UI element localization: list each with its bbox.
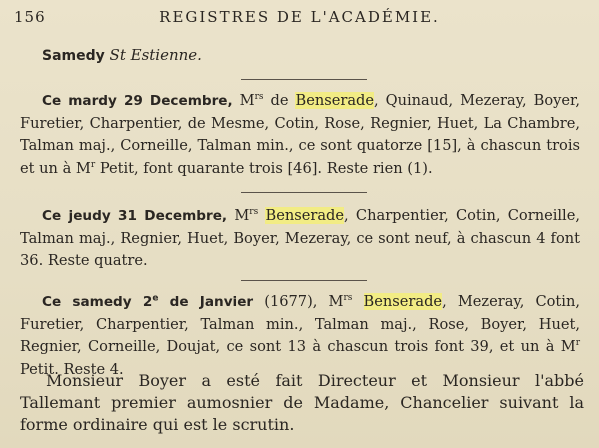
separator-rule [241,192,367,193]
separator-rule [241,280,367,281]
entry-paragraph-3: Ce samedy 2e de Janvier (1677), $M^{rs}$ Benserade, Mezeray, Cotin, Furetier, Charpentier, Talman min., Talman maj., Rose, Boyer, Huet, Regnier, Corneille, Doujat, ce sont 13 à chascun trois font 39, et un à $M^r$ Petit. Reste 4. [20,293,580,378]
entry-date: Ce jeudy 31 Decembre, [42,208,228,224]
entry-paragraph-2: Ce jeudy 31 Decembre, $M^{rs}$ Benserade, Charpentier, Cotin, Corneille, Talman maj., Regnier, Huet, Boyer, Mezeray, ce sont neuf, à chascun 4 font 36. Reste quatre. [20,207,581,270]
highlighted-name: Benserade [363,293,443,310]
session-date-line [42,46,202,64]
highlighted-name: Benserade [265,207,345,224]
running-title: REGISTRES DE L'ACADÉMIE. [159,8,440,26]
separator-rule [241,79,367,80]
closing-paragraph: Monsieur Boyer a esté fait Directeur et Monsieur l'abbé Tallemant premier aumosnier de Madame, Chancelier suivant la forme ordinaire qui est le scrutin. [20,371,584,434]
entry-date: Ce samedy 2e de Janvier [42,293,254,310]
saint-name: St Estienne. [109,46,202,64]
session-day: Samedy [42,48,105,64]
entry-date: Ce mardy 29 Decembre, [42,93,233,109]
entry-paragraph-1: Ce mardy 29 Decembre, $M^{rs}$ de Benserade, Quinaud, Mezeray, Boyer, Furetier, Charpentier, de Mesme, Cotin, Rose, Regnier, Huet, La Chambre, Talman maj., Corneille, Talman min., ce sont quatorze [15], à chascun trois et un à $M^r$ Petit, font quarante trois [46]. Reste rien (1). [20,92,580,177]
running-header [14,8,585,30]
page-number: 156 [14,8,46,26]
highlighted-name: Benserade [295,92,375,109]
